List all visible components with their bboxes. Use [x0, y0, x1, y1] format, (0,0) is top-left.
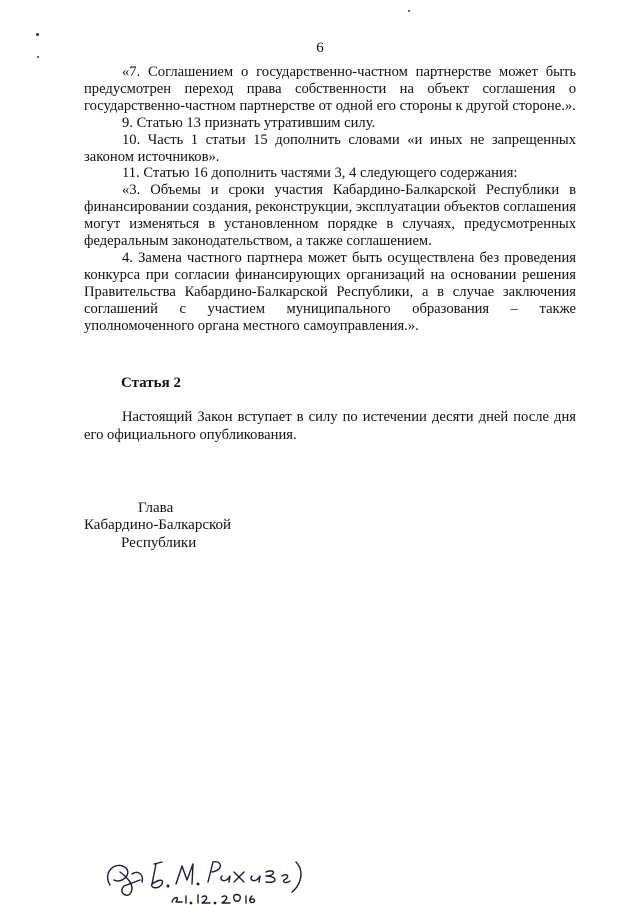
paragraph-10: 10. Часть 1 статьи 15 дополнить словами «и иных не запрещенных законом источников».	[84, 131, 576, 165]
paragraph-7: «7. Соглашением о государственно-частном партнерстве может быть предусмотрен переход права собственности на объект соглашения о государственно-частном партнерстве от одной его стороны к другой стороне.».	[84, 64, 576, 114]
paragraph-9: 9. Статью 13 признать утратившим силу.	[122, 114, 376, 131]
article-2-text: Настоящий Закон вступает в силу по истечении десяти дней после дня его официального опубликования.	[84, 409, 576, 443]
article-2-heading: Статья 2	[121, 375, 181, 391]
signature-title-line3: Республики	[121, 535, 197, 551]
paragraph-11-part-3: «3. Объемы и сроки участия Кабардино-Балкарской Республики в финансировании создания, реконструкции, эксплуатации объектов соглашения могут изменяться в установленном порядке в случаях, предусмотренных федеральным законодательством, а также соглашением.	[84, 182, 576, 250]
paragraph-11-part-4: 4. Замена частного партнера может быть осуществлена без проведения конкурса при согласии финансирующих организаций на основании решения Правительства Кабардино-Балкарской Республики, а в случае заключения соглашений с участием муниципального образования – также уполномоченного органа местного самоуправления.».	[84, 249, 576, 334]
law-amendments-text	[84, 64, 576, 335]
scan-speck	[36, 33, 39, 36]
signature-title-line1: Глава	[138, 500, 174, 516]
handwritten-signature-note	[92, 850, 312, 905]
scan-speck	[408, 10, 410, 12]
page-number: 6	[316, 40, 324, 56]
signature-title-line2: Кабардино-Балкарской	[84, 517, 232, 533]
article-2-body	[84, 408, 576, 444]
paragraph-11: 11. Статью 16 дополнить частями 3, 4 следующего содержания:	[122, 165, 518, 182]
